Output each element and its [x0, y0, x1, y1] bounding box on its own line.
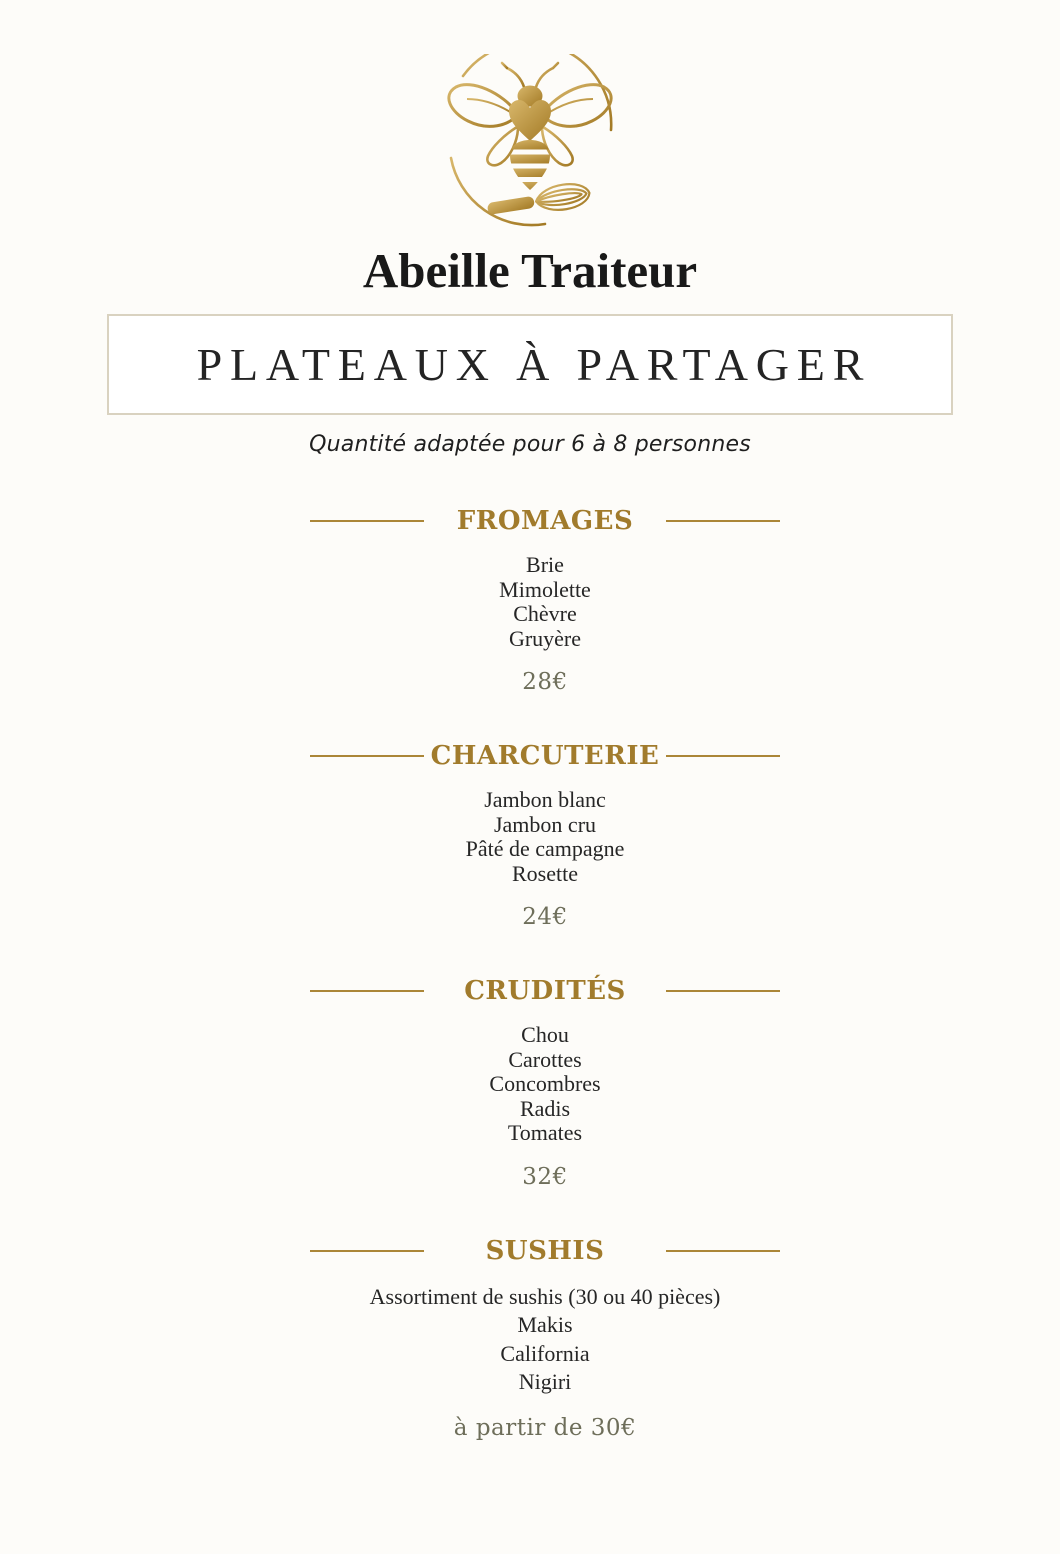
- section-items: [15, 788, 1060, 886]
- menu-item: Gruyère: [508, 625, 582, 651]
- left-rule: [310, 1250, 424, 1252]
- menu-item: California: [500, 1340, 590, 1366]
- bee-antennae: [502, 63, 558, 87]
- section-price: 32€: [522, 1163, 568, 1190]
- menu-item: Pâté de campagne: [465, 836, 625, 861]
- banner-title: PLATEAUX À PARTAGER: [196, 339, 872, 390]
- section-items: [15, 1023, 1060, 1146]
- menu-item: Jambon blanc: [484, 787, 606, 812]
- banner-box: [107, 314, 953, 415]
- section-header: [310, 506, 780, 536]
- left-rule: [310, 990, 424, 992]
- section-price: 28€: [522, 669, 568, 695]
- menu-item: Chou: [521, 1022, 569, 1047]
- menu-item: Concombres: [489, 1071, 601, 1096]
- whisk-icon: [486, 181, 592, 222]
- menu-item: Jambon cru: [493, 811, 597, 837]
- right-rule: [666, 520, 780, 522]
- menu-section: [15, 506, 1060, 697]
- left-rule: [310, 755, 424, 757]
- right-rule: [666, 990, 780, 992]
- section-items: [15, 1283, 1060, 1397]
- menu-item: Nigiri: [518, 1369, 572, 1394]
- right-rule: [666, 755, 780, 757]
- menu-item: Assortiment de sushis (30 ou 40 pièces): [369, 1283, 721, 1309]
- menu-item: Tomates: [507, 1120, 583, 1145]
- serving-note: Quantité adaptée pour 6 à 8 personnes: [309, 432, 751, 457]
- section-title: CHARCUTERIE: [430, 741, 660, 771]
- section-items: [15, 553, 1060, 651]
- section-title: FROMAGES: [456, 506, 634, 536]
- bee-whisk-logo: [405, 54, 655, 244]
- section-price: 24€: [522, 904, 568, 930]
- menu-item: Carottes: [508, 1046, 582, 1072]
- section-header: [310, 1236, 780, 1266]
- menu-item: Mimolette: [499, 576, 591, 602]
- menu-item: Brie: [526, 552, 564, 577]
- section-title: CRUDITÉS: [464, 976, 626, 1006]
- menu-section: [15, 1236, 1060, 1443]
- menu-sections: [15, 506, 1060, 1443]
- section-price: à partir de 30€: [453, 1414, 637, 1441]
- circle-arc-bottom: [451, 158, 545, 225]
- menu-item: Chèvre: [513, 601, 577, 626]
- right-rule: [666, 1250, 780, 1252]
- menu-item: Rosette: [512, 860, 578, 886]
- section-header: [310, 741, 780, 771]
- left-rule: [310, 520, 424, 522]
- section-header: [310, 976, 780, 1006]
- bee-abdomen: [505, 140, 555, 191]
- menu-section: [15, 976, 1060, 1192]
- menu-item: Makis: [517, 1312, 573, 1337]
- menu-section: [15, 741, 1060, 932]
- section-title: SUSHIS: [485, 1235, 605, 1266]
- menu-item: Radis: [519, 1095, 571, 1121]
- brand-title: Abeille Traiteur: [362, 243, 698, 298]
- menu-page: [0, 54, 1060, 1554]
